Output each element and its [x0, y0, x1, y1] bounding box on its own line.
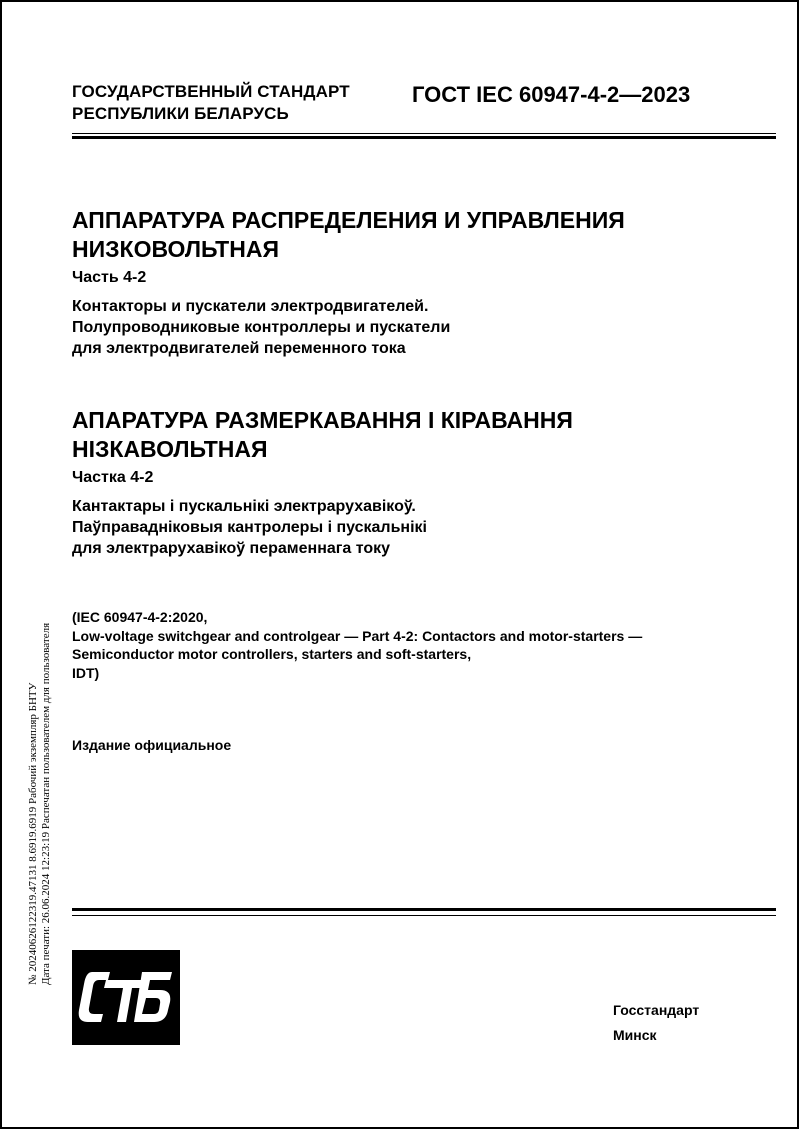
russian-subtitle-line-2: Полупроводниковые контроллеры и пускатели	[72, 319, 451, 336]
iec-line-4: IDT)	[72, 664, 100, 681]
edition-label: Издание официальное	[72, 737, 232, 753]
iec-line-1: (IEC 60947-4-2:2020,	[72, 609, 208, 625]
publisher-city: Минск	[613, 1027, 657, 1043]
russian-subtitle-line-3: для электродвигателей переменного тока	[72, 340, 406, 357]
russian-title	[72, 206, 772, 264]
russian-subtitle-line-1: Контакторы и пускатели электродвигателей.	[72, 298, 429, 315]
print-stamp	[27, 545, 52, 985]
belarusian-title-line-1: АПАРАТУРА РАЗМЕРКАВАННЯ І КІРАВАННЯ	[72, 407, 573, 433]
issuing-organization	[72, 81, 350, 125]
iec-reference	[72, 608, 642, 682]
russian-part: Часть 4-2	[72, 269, 147, 286]
belarusian-subtitle-line-3: для электрарухавікоў пераменнага току	[72, 540, 391, 557]
russian-title-line-2: НИЗКОВОЛЬТНАЯ	[72, 236, 279, 262]
belarusian-subtitle-line-1: Кантактары і пускальнікі электрарухавікоў.	[72, 498, 416, 515]
header-rule-thin	[72, 133, 776, 134]
header-rule-thick	[72, 136, 776, 139]
footer-rule-thin	[72, 915, 776, 916]
iec-line-3: Semiconductor motor controllers, starters and soft-starters,	[72, 646, 472, 662]
org-line-2: РЕСПУБЛИКИ БЕЛАРУСЬ	[72, 104, 289, 123]
footer-rule-thick	[72, 908, 776, 911]
belarusian-part: Частка 4-2	[72, 469, 154, 486]
stb-logo	[72, 950, 180, 1045]
iec-line-2: Low-voltage switchgear and controlgear — Part 4-2: Contactors and motor-starters —	[72, 627, 643, 644]
belarusian-subtitle	[72, 496, 772, 559]
belarusian-title-line-2: НІЗКАВОЛЬТНАЯ	[72, 436, 268, 462]
russian-title-line-1: АППАРАТУРА РАСПРЕДЕЛЕНИЯ И УПРАВЛЕНИЯ	[72, 207, 625, 233]
publisher	[613, 998, 699, 1048]
belarusian-subtitle-line-2: Паўправадніковыя кантролеры і пускальнікі	[72, 519, 427, 536]
print-stamp-line-2: Дата печати: 26.06.2024 12:23:19 Распечатан пользователем для пользователя	[39, 622, 52, 985]
stb-logo-mark	[72, 950, 180, 1045]
org-line-1: ГОСУДАРСТВЕННЫЙ СТАНДАРТ	[72, 82, 350, 101]
belarusian-title	[72, 406, 772, 464]
print-stamp-line-1: № 20240626122319.47131 8.6919.6919 Рабочий экземпляр БНТУ	[27, 682, 39, 985]
publisher-name: Госстандарт	[613, 1002, 700, 1018]
standard-designation: ГОСТ IEC 60947-4-2—2023	[412, 82, 691, 107]
russian-subtitle	[72, 296, 772, 359]
